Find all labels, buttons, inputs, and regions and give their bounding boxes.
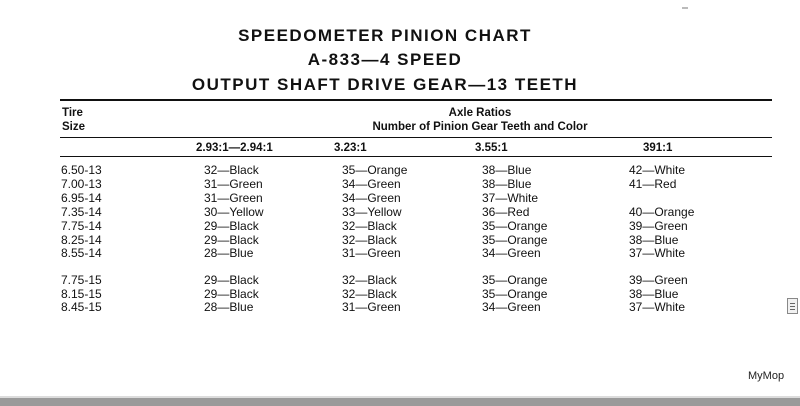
pinion-cell: 39—Green [629,273,688,287]
tire-header-line2: Size [62,121,86,133]
pinion-cell: 39—Green [629,219,688,233]
column-header-rule [60,156,772,157]
tire-size-cell: 7.75-15 [61,273,102,287]
pinion-cell: 33—Yellow [342,205,402,219]
pinion-cell: 29—Black [204,233,259,247]
pinion-cell: 35—Orange [482,273,548,287]
tire-size-cell: 7.35-14 [61,205,102,219]
axle-ratios-header [280,106,680,134]
tire-size-cell: 7.75-14 [61,219,102,233]
scrollbar-thumb[interactable] [787,298,798,314]
chart-subtitle-model: A-833—4 SPEED [307,50,463,69]
pinion-cell: 30—Yellow [204,205,264,219]
grip-line [790,306,795,307]
pinion-cell: 35—Orange [482,219,548,233]
pinion-cell: 28—Blue [204,300,254,314]
pinion-cell: 31—Green [342,300,401,314]
pinion-cell: 31—Green [204,177,263,191]
pinion-cell: 28—Blue [204,246,254,260]
grip-line [790,303,795,304]
pinion-cell: 31—Green [204,191,263,205]
header-rule [60,137,772,138]
pinion-cell: 37—White [629,246,686,260]
pinion-cell: 41—Red [629,177,677,191]
pinion-cell: 34—Green [482,246,541,260]
pinion-cell: 42—White [629,163,686,177]
table-top-rule [60,99,772,101]
watermark-text: MyMop [748,370,785,382]
tire-size-cell: 8.15-15 [61,287,102,301]
tire-size-cell: 7.00-13 [61,177,102,191]
pinion-cell: 32—Black [342,273,397,287]
pinion-cell: 29—Black [204,287,259,301]
column-header-ratio-355: 3.55:1 [475,142,508,154]
tire-size-cell: 6.95-14 [61,191,102,205]
axle-header-line2: Number of Pinion Gear Teeth and Color [372,121,588,133]
pinion-cell: 35—Orange [342,163,408,177]
pinion-cell: 37—White [629,300,686,314]
pinion-cell: 32—Black [204,163,259,177]
pinion-cell: 34—Green [342,177,401,191]
grip-line [790,309,795,310]
pinion-cell: 40—Orange [629,205,695,219]
chart-subtitle-gear: OUTPUT SHAFT DRIVE GEAR—13 TEETH [191,75,579,94]
pinion-cell: 37—White [482,191,539,205]
tire-size-cell: 8.45-15 [61,300,102,314]
pinion-cell: 31—Green [342,246,401,260]
pinion-cell: 36—Red [482,205,530,219]
pinion-cell: 38—Blue [482,177,532,191]
tire-size-header [62,106,85,134]
axle-header-line1: Axle Ratios [448,107,512,119]
tire-size-cell: 8.55-14 [61,246,102,260]
column-header-ratio-323: 3.23:1 [334,142,367,154]
tire-size-cell: 6.50-13 [61,163,102,177]
pinion-cell: 32—Black [342,287,397,301]
column-header-ratio-391: 391:1 [643,142,673,154]
pinion-cell: 38—Blue [629,233,679,247]
column-header-ratio-293: 2.93:1—2.94:1 [196,142,273,154]
pinion-cell: 38—Blue [629,287,679,301]
pinion-cell: 32—Black [342,233,397,247]
pinion-cell: 29—Black [204,273,259,287]
pinion-cell: 32—Black [342,219,397,233]
tire-header-line1: Tire [62,107,83,119]
pinion-cell: 35—Orange [482,233,548,247]
pinion-cell: 34—Green [342,191,401,205]
chart-title: SPEEDOMETER PINION CHART [238,26,532,45]
tire-size-cell: 8.25-14 [61,233,102,247]
pinion-cell: 29—Black [204,219,259,233]
pinion-cell: 38—Blue [482,163,532,177]
pinion-cell: 35—Orange [482,287,548,301]
pinion-cell: 34—Green [482,300,541,314]
top-mark [682,7,688,9]
horizontal-scrollbar[interactable] [0,398,800,406]
